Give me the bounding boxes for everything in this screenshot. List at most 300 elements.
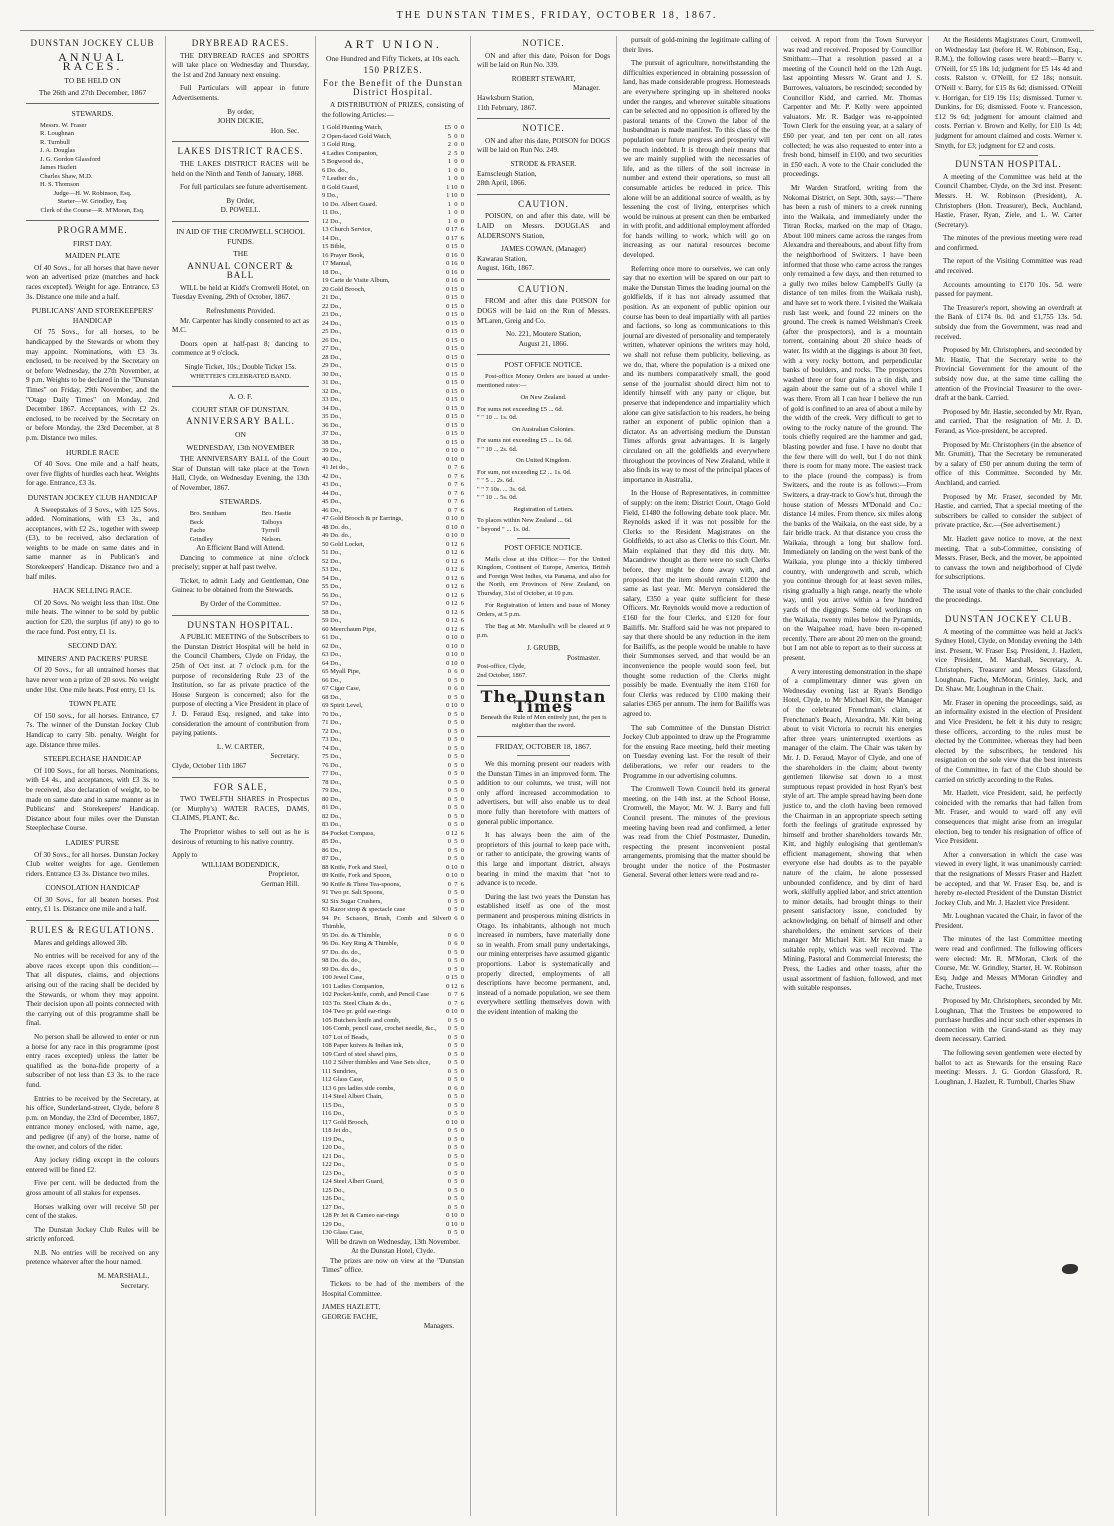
judge: Judge—H. W. Robinson, Esq. (53, 189, 132, 197)
prize-value: 5 0 0 (447, 132, 464, 140)
prize-row (322, 898, 464, 907)
prize-row (322, 439, 464, 448)
rate-heading: On New Zealand. (520, 394, 567, 402)
prize-item: 24 Do., (322, 319, 342, 327)
prize-row (322, 371, 464, 380)
prize-value: 0 6 0 (447, 1084, 464, 1092)
prize-item: 59 Do., (322, 617, 342, 625)
prize-row (322, 779, 464, 788)
second-day: SECOND DAY. (68, 641, 117, 651)
prize-value: 0 10 0 (446, 1008, 464, 1016)
prize-item: 118 Jet do., (322, 1127, 352, 1135)
signature: D. POWELL. (220, 206, 261, 215)
race-text: A Sweepstakes of 3 Sovs., with 125 Sovs. added. Nominations, with £3 3s., and acceptances, with £2 2s., together with sweep (£3), to be received, also declaration of weights to be made on same dates and in same manner as in Publican's and Storekeepers' Handicap. Distance two and a half miles. (26, 505, 159, 581)
prize-item: 55 Do., (322, 583, 342, 591)
steward-name: H. S. Thomson (40, 181, 80, 189)
prize-item: 126 Do., (322, 1195, 345, 1203)
concert-heading: ANNUAL CONCERT & BALL (187, 260, 294, 281)
caution-text: POISON, on and after this date, will be LAID on Messrs. DOUGLAS and ALDERSON'S Station, (477, 212, 610, 240)
prize-item: 12 Do., (322, 217, 342, 225)
distribution: A DISTRIBUTION of PRIZES, consisting of the following Articles:— (322, 100, 464, 119)
prize-row (322, 1042, 464, 1051)
race-text: Of 30 Sovs., for all horses. Dunstan Jockey Club welter weights for age. Gentlemen riders. Entrance £3 3s. Distance two miles. (26, 850, 159, 878)
prize-item: 18 Do., (322, 268, 342, 276)
prize-value: 0 15 0 (446, 285, 464, 293)
prize-row (322, 405, 464, 414)
prize-row (322, 1229, 464, 1238)
report-paragraph: The minutes of the previous meeting were read and confirmed. (935, 234, 1082, 252)
prize-item: 90 Knife & Three Tea-spoons, (322, 880, 401, 888)
prize-row (322, 1068, 464, 1077)
prize-value: 1 0 0 (447, 158, 464, 166)
prize-row (322, 167, 464, 176)
prize-item: 125 Do., (322, 1186, 345, 1194)
prize-item: 108 Paper knives & Indian ink, (322, 1042, 404, 1050)
signature-title: Secretary. (270, 752, 299, 761)
prize-item: 45 Do., (322, 498, 342, 506)
prize-row (322, 1093, 464, 1102)
article-paragraph: The pursuit of agriculture, notwithstanding the difficulties experienced in obtaining possession of land, has made considerable progress. Homesteads are everywhere springing up in sheltered nooks under the ranges, and wherever suitable situations can be selected and no opposition is offered by the pastoral tenants of the Crown the labor of the husbandman is made manifest. To this class of the population our future progress and prosperity will be much indebted. It is through their means that we are mainly supplied with the necessaries of life, and as the tillers of the soil increase in number and extend their operations, so must all consumable articles be reduced in price. This alone will be an additional source of wealth, as by lessening the cost of living, enterprises which would be ruinous at present can then be embarked in with profit, and additional employment afforded for hands willing to work, which will go on increasing as our natural resources become developed. (623, 59, 770, 260)
race-title: TOWN PLATE (68, 699, 117, 709)
steward-name: R. Turnbull (40, 138, 70, 146)
rate-line: " " 10 ... 1s. 0d. (477, 414, 518, 422)
band: WHETTER'S CELEBRATED BAND. (190, 372, 291, 380)
station-date: August 21, 1866. (518, 339, 569, 348)
prize-value: 0 15 0 (446, 311, 464, 319)
prize-value: 0 5 0 (447, 957, 464, 965)
prize-item: 20 Gold Brooch, (322, 285, 366, 293)
prize-value: 0 10 0 (446, 447, 464, 455)
prize-row (322, 379, 464, 388)
article-paragraph: ceived. A report from the Town Surveyor was read and received. Proposed by Councillor Smitham:—That a resolution passed at a meeting of the Council held on the 12th Augt. last appointing Messrs W. Grant and J. S. Burrowes, valuators, be rescinded; seconded by Councillor Kidd, and carried. Mr. Thomas Carpenter and Mr. P. Kelly were appointed valuators. Mr. R. Badger was re-appointed Town Clerk for the ensuing year, at a salary of £60 per year, and ten per cent on all rates collected; he was also requested to enter into a fresh bond, himself in £100, and two securities in £50 each. A vote to the Chair concluded the proceedings. (783, 36, 922, 179)
jockey-report (935, 628, 1082, 1088)
prize-value: 0 15 0 (446, 404, 464, 412)
prize-item: 9 Do., (322, 192, 339, 200)
divider (979, 610, 1038, 611)
prize-row (322, 498, 464, 507)
prize-value: 0 10 0 (446, 863, 464, 871)
steward-name: Talboys (261, 518, 283, 526)
report-paragraph: A meeting of the Committee was held at the Council Chamber, Clyde, on the 3rd inst. Present: Messrs. H. W. Robinson (President), A. Christophers (Hon. Treasurer), Beck, Auchland, Hastie, Fraser, Ryan, Ziele, and L. W. Carter (Secretary). (935, 172, 1082, 229)
dateline: Post-office, Clyde, (477, 663, 526, 671)
divider (26, 220, 159, 221)
manager-1: JAMES HAZLETT, (322, 1303, 381, 1312)
race-title: PUBLICANS' AND STOREKEEPERS' HANDICAP (31, 306, 154, 325)
prize-item: 130 Glass Case, (322, 1229, 364, 1237)
prize-value: 0 10 0 (446, 1118, 464, 1126)
divider (26, 920, 159, 921)
aid-heading: IN AID OF THE CROMWELL SCHOOL FUNDS. (176, 226, 305, 246)
prize-row (322, 388, 464, 397)
prize-item: 87 Do., (322, 855, 342, 863)
prize-row (322, 175, 464, 184)
prize-value: 0 5 0 (447, 1229, 464, 1237)
prize-row (322, 1221, 464, 1230)
prize-value: 0 5 0 (447, 795, 464, 803)
prize-row (322, 218, 464, 227)
prize-row (322, 1161, 464, 1170)
prize-value: 0 15 0 (446, 974, 464, 982)
article-paragraph: Mr Warden Stratford, writing from the Nokomai District, on Sept. 30th, says:—"There has been a rush of miners to a creek running into the Waikaia, and immediately under the Titran Rocks, marked on the map of Otago. About 100 miners came across the ranges from Alexandra and thereabouts, and about fifty from the neighborhood of Switzers. I have been informed that those who came across the ranges only remained a few days, and then returned to a gully two miles below Campbell's Gully (a distance of ten miles from the Waikaia rush), and have set to work there. I visited the Waikaia rush last week, and found 22 miners on the ground. The creek is named Welshman's Creek (after the prospectors), and is a mountain torrent, containing about 20 sluice heads of water. Its width at the diggings is about 30 feet, with a very rocky bottom, and perpendicular banks of boulders, and rocks. The prospectors washed three or four grains in a tin dish, and again about the same out of a shovel while I was there. From all I can hear I believe the run of gold is confined to an area of about a mile by the width of the creek. Very difficult to get to owing to the rocky nature of the ground. The tools chiefly required are the hammer and gad, blasting powder and fuse. I have no doubt that the few there will do well, but I do not think there is room for many more. The easiest track to the place (round the compass) is from Switzers, and the route is as follows:—From Switzers, a dray-track to Gow's hut, through the house station of Messrs M'Donald and Co.: distance 14 miles. From thence, six miles along the banks of the Waikaia, on the east side, by a fair bridle track. At that distance you cross the Waikaia, through a long but shallow ford. Immediately on landing on the west bank of the Waikaia, you plunge into a thickly timbered country, with undergrowth and scrub, which you continue through for at least seven miles, rising gradually a high range, nearly the whole way, until you arrive within a few hundred yards of the diggings. Some old workings on the Waikaia, twenty miles below the Pyramids, on the Waipahee road, have been re-opened recently. There are about 20 men on the ground; but I am not able to report as to their success at present. (783, 183, 922, 662)
rate-line: " " 7 10s. ... 3s. 6d. (477, 485, 527, 493)
ad-text: Ticket, to admit Lady and Gentleman, One Guinea: to be obtained from the Stewards. (172, 576, 309, 595)
prize-value: 0 6 0 (447, 940, 464, 948)
rate-line: " beyond " ... 1s. 0d. (477, 525, 530, 533)
prize-row (322, 1144, 464, 1153)
signature: ROBERT STEWART, (511, 74, 576, 83)
prize-item: 43 Do., (322, 481, 342, 489)
steward-name: Bro. Hastie (261, 510, 292, 518)
prize-row (322, 252, 464, 261)
prize-value: 0 5 0 (447, 1067, 464, 1075)
prize-row (322, 243, 464, 252)
prize-item: 16 Prayer Book, (322, 251, 365, 259)
rate-line: To places within New Zealand ... 6d. (477, 517, 573, 525)
report-paragraph: The following seven gentlemen were elected by ballot to act as Stewards for the ensuing Race meeting: Messrs. J. G. Gordon Glassford, R. Loughnan, J. Hazlett, R. Turnbull, Charles Shaw (935, 1049, 1082, 1086)
report-paragraph: Proposed by Mr. Christophers, seconded by Mr. Loughnan, That the Trustees be empowered to purchase hurdles and incur such other expenses in connection with the Grand-stand as they may deem necessary. Carried. (935, 997, 1082, 1044)
race-text: Of 150 sovs., for all horses. Entrance, £7 7s. The winner of the Dunstan Jockey Club Handicap to carry 5lb. penalty. Weight for age. Distance three miles. (26, 711, 159, 749)
prize-row (322, 609, 464, 618)
prize-row (322, 345, 464, 354)
prize-item: 17 Manual, (322, 260, 352, 268)
ad-text: TWO TWELFTH SHARES in Prospectus (or Murphy's) WATER RACES, DAMS, CLAIMS, PLANT, &c. (172, 795, 309, 823)
prize-item: 3 Gold Ring, (322, 141, 356, 149)
prize-row (322, 235, 464, 244)
prize-value: 0 5 0 (447, 1042, 464, 1050)
prize-item: 114 Steel Albert Chain, (322, 1093, 383, 1101)
prize-item: 74 Do., (322, 744, 342, 752)
rule-paragraph: Mares and geldings allowed 3lb. (34, 938, 128, 947)
prize-row (322, 745, 464, 754)
secretary-name: M. MARSHALL, (97, 1272, 149, 1281)
steward-name: Tyrrell (261, 527, 280, 535)
prize-row (322, 736, 464, 745)
prize-item: 31 Do., (322, 379, 342, 387)
station-date: 28th April, 1866. (477, 179, 527, 188)
prize-value: 0 12 6 (446, 982, 464, 990)
prize-row (322, 643, 464, 652)
ad-text: THE ANNIVERSARY BALL of the Court Star of Dunstan will take place at the Town Hall, Clyde, on Wednesday Evening, the 13th of November, 1867. (172, 455, 309, 492)
held-on: TO BE HELD ON (64, 75, 121, 85)
prize-value: 0 5 0 (447, 753, 464, 761)
ink-blot (1062, 1264, 1078, 1274)
race-text: Of 40 Sovs., for all horses that have never won an advertised prize (matches and hack races excepted). Weight for age. Entrance, £3 3s. Distance one mile and a half. (26, 263, 159, 301)
steward-name: J. G. Gordon Glassford (40, 155, 101, 163)
prize-row (322, 524, 464, 533)
prize-item: 113 6 prs ladies side combs, (322, 1084, 396, 1092)
editorial (477, 760, 610, 1017)
prize-item: 21 Do., (322, 294, 342, 302)
prize-item: 124 Steel Albert Guard, (322, 1178, 384, 1186)
prize-item: 75 Do., (322, 753, 342, 761)
prize-row (322, 1034, 464, 1043)
prize-row (322, 1136, 464, 1145)
prize-value: 0 5 0 (447, 727, 464, 735)
report-paragraph: The report of the Visiting Committee was read and received. (935, 257, 1082, 276)
prize-item: 34 Do., (322, 404, 342, 412)
column-6 (776, 36, 928, 1516)
prize-row (322, 1212, 464, 1221)
prize-item: 94 Pr. Scissors, Brush, Comb and Silver Thimble, (322, 914, 448, 931)
prize-value: 0 12 6 (446, 574, 464, 582)
rate-line: " " 5 ... 2s. 6d. (477, 477, 515, 485)
report-paragraph: Proposed by Mr. Christophers, and seconded by Mr. Hastie, That the Secretary write to the Provincial Government for the amount of the subsidy now due, at the same time calling the attention of the Provincial Treasurer to the over-draft at the bank. Carried. (935, 346, 1082, 403)
prize-value: 0 15 0 (446, 421, 464, 429)
prize-value: 0 10 0 (446, 455, 464, 463)
prize-item: 26 Do., (322, 336, 342, 344)
prize-row (322, 515, 464, 524)
prize-item: 85 Do., (322, 838, 342, 846)
prize-row (322, 583, 464, 592)
drybread-heading: DRYBREAD RACES. (191, 38, 290, 48)
prize-row (322, 337, 464, 346)
prize-value: 0 10 0 (446, 532, 464, 540)
prize-value: 0 15 0 (446, 413, 464, 421)
prize-item: 52 Do., (322, 557, 342, 565)
rate-line: For sums not exceeding £5 ... 6d. (477, 405, 564, 413)
prize-value: 0 7 6 (447, 464, 464, 472)
prize-value: 0 6 0 (447, 931, 464, 939)
ad-text: THE DRYBREAD RACES and SPORTS will take place on Wednesday and Thursday, the 1st and 2nd January next ensuing. (172, 51, 309, 79)
jockey-heading: DUNSTAN JOCKEY CLUB. (944, 614, 1073, 625)
prize-value: 0 5 0 (447, 804, 464, 812)
prize-item: 38 Do., (322, 438, 342, 446)
prize-value: 0 5 0 (447, 787, 464, 795)
prize-row (322, 991, 464, 1000)
prize-value: 0 15 0 (446, 379, 464, 387)
rate-line: " " 10 ... 2s. 6d. (477, 445, 518, 453)
report-paragraph: Mr. Loughnan vacated the Chair, in favor of the President. (935, 912, 1082, 930)
prize-value: 0 5 0 (447, 676, 464, 684)
station: Earnscleugh Station, (477, 169, 537, 178)
signature: WILLIAM BODENDICK, (201, 860, 280, 869)
race-text: Of 20 Sovs., for all untrained horses that have never won a prize of 20 sovs. No weight under 10st. One mile heats. Post entry, £1 1s. (26, 666, 159, 694)
prize-value: 0 12 6 (446, 600, 464, 608)
prize-row (322, 150, 464, 159)
prize-item: 70 Do., (322, 710, 342, 718)
prize-value: 0 15 0 (446, 243, 464, 251)
clerk: Clerk of the Course—R. M'Moran, Esq. (40, 206, 145, 214)
prize-row (322, 804, 464, 813)
court-star: COURT STAR OF DUNSTAN. (192, 404, 289, 414)
divider (172, 141, 309, 142)
prize-item: 53 Do., (322, 566, 342, 574)
prize-value: 0 6 0 (447, 668, 464, 676)
prize-row (322, 294, 464, 303)
prize-item: 77 Do., (322, 770, 342, 778)
prize-item: 120 Do., (322, 1144, 345, 1152)
prize-item: 66 Do., (322, 676, 342, 684)
race-title: STEEPLECHASE HANDICAP (43, 754, 142, 764)
prize-row (322, 966, 464, 975)
prize-value: 0 15 0 (446, 387, 464, 395)
prize-value: 0 5 0 (447, 965, 464, 973)
prize-row (322, 719, 464, 728)
prize-row (322, 685, 464, 694)
prize-item: 14 Do., (322, 234, 342, 242)
prize-value: 0 5 0 (447, 897, 464, 905)
prize-row (322, 617, 464, 626)
race-title: HACK SELLING RACE. (52, 586, 133, 596)
tickets: One Hundred and Fifty Tickets, at 10s each. (326, 53, 460, 63)
divider (517, 538, 570, 539)
by-order: By Order of the Committee. (200, 600, 281, 609)
prize-row (322, 430, 464, 439)
steward-name: Messrs. W. Fraser (40, 121, 87, 129)
article-paragraph: In the House of Representatives, in committee of supply: on the item: District Court, Otago Gold Field, £1480 the following debate took place. Mr. Reynolds asked if it was not possible for the Clerks to the Resident Magistrates on the Goldfields, to act also as Clerks to this Court. Mr. Main explained that they did this duty. Mr. Macandrew thought as there were no such Clerks before, they might be done away with, and proposed that the item should remain £1200 the same as last year. Mr. Mervyn considered the salary, £350 a year quite sufficient for these Officers. Mr. Reynolds would move a reduction of £160 for the four Clerks, and £120 for four Bailiffs. Mr. Stafford said he was not prepared to say that there should be any reduction in the item for Bailiffs, as the people would be unable to have their Summonses served, and that would be an inconvenience the people would soon feel, but thought some reduction of the Clerks might possibly be made. Eventually the item £160 for four Clerks was reduced by £100 making their salaries £365 per annum. The item for Bailiffs was agreed to. (623, 489, 770, 718)
prize-item: 86 Do., (322, 846, 342, 854)
rule-paragraph: Horses walking over will receive 50 per cent of the stakes. (26, 1202, 159, 1221)
prize-value: 0 5 0 (447, 821, 464, 829)
prize-value: 0 15 0 (446, 319, 464, 327)
divider (172, 615, 309, 616)
prize-item: 39 Do., (322, 447, 342, 455)
prize-item: 46 Do., (322, 506, 342, 514)
band-note: An Efficient Band will Attend. (196, 544, 285, 553)
prize-value: 0 5 0 (447, 1169, 464, 1177)
prize-row (322, 541, 464, 550)
prize-row (322, 702, 464, 711)
prize-row (322, 558, 464, 567)
prize-value: 0 5 0 (447, 838, 464, 846)
prize-row (322, 1025, 464, 1034)
race-text: Of 20 Sovs. No weight less than 10st. One mile heats. The winner to be sold by public auction for £20, the surplus (if any) to go to the race fund. Post entry, £1 1s. (26, 598, 159, 636)
prize-value: 0 7 6 (447, 991, 464, 999)
prize-value: 0 5 0 (447, 1033, 464, 1041)
divider (477, 354, 610, 355)
prize-item: 76 Do., (322, 761, 342, 769)
article-paragraph: Referring once more to ourselves, we can only say that no exertion will be spared on our part to make the Dunstan Times the leading journal on the goldfields, if it has not already assumed that position. As an exponent of public opinion our course has been to deal impartially with all parties and factions, so long as communications to this journal are divested of personality and temperately written, whatever opinions the writers may hold, we shall not refuse them publicity, believing, as we do, that, where the population is a mixed one and its numbers comparatively small, the good sense of the journalist should direct him not to identify himself with any party or clique, but preserve that independence and impartiality which alone can give satisfaction to his readers, he being rather an exponent of public opinion than a dictator. As an advertising medium the Dunstan Times affords great advantages. It is largely circulated on all the goldfields and everywhere throughout the provinces of New Zealand, while it also finds its way to most of the principal places of importance in Australia. (623, 264, 770, 484)
rates (477, 437, 610, 454)
prize-row (322, 838, 464, 847)
report-paragraph: Mr. Hazlett, vice President, said, he perfectly coincided with the remarks that had fallen from Mr. Fraser, and would to ward off any evil consequences that might arise from an irregular election, beg to tender his resignation of office of Vice President. (935, 789, 1082, 846)
prize-item: 83 Do., (322, 821, 342, 829)
masthead: THE DUNSTAN TIMES, FRIDAY, OCTOBER 18, 1867. (396, 10, 718, 21)
prize-row (322, 141, 464, 150)
prize-item: 44 Do., (322, 489, 342, 497)
aof: A. O. F. (228, 392, 253, 402)
prize-value: 0 10 0 (446, 702, 464, 710)
prize-item: 107 Lot of Beads, (322, 1033, 369, 1041)
race-text: Of 40 Sovs. One mile and a half heats, over five flights of hurdles each heat. Weights for age. Entrance, £3 3s. (26, 460, 159, 488)
prize-value: 0 5 0 (447, 1016, 464, 1024)
prize-item: 116 Do., (322, 1110, 345, 1118)
prize-item: 72 Do., (322, 727, 342, 735)
drawn: Will be drawn on Wednesday, 13th November. (326, 1237, 460, 1246)
prize-value: 1 0 0 (447, 209, 464, 217)
prize-value: 0 10 0 (446, 651, 464, 659)
rule-paragraph: Entries to be received by the Secretary, at his office, Sunderland-street, Clyde, before 8 p.m. on Monday, the 23rd of December, 1867, entrance money enclosed, with name, age, and pedigree (if any) of the horse, name of the owner, and colors of the rider. (26, 1094, 159, 1151)
prize-item: 100 Jewel Case, (322, 974, 365, 982)
prize-row (322, 1059, 464, 1068)
prize-row (322, 464, 464, 473)
prize-row (322, 787, 464, 796)
prize-item: 79 Do., (322, 787, 342, 795)
report-paragraph: Accounts amounting to £170 10s. 5d. were passed for payment. (935, 280, 1082, 299)
post-office-text: Post-office Money Orders are issued at under-mentioned rates:— (477, 373, 610, 389)
ad-text: THE LAKES DISTRICT RACES will be held on the Ninth and Tenth of January, 1868. (172, 159, 309, 178)
rate-line: " " 10 ... 5s. 0d. (477, 494, 518, 502)
prize-row (322, 711, 464, 720)
prize-item: 95 Do. do. & Thimble, (322, 931, 382, 939)
prize-item: 6 Do. do., (322, 166, 348, 174)
dateline: 2nd October, 1867. (477, 671, 527, 679)
prize-value: 0 16 0 (446, 277, 464, 285)
prize-item: 25 Do., (322, 328, 342, 336)
prize-item: 91 Two pr. Salt Spoons, (322, 889, 384, 897)
prize-item: 103 To. Steel Chain & do., (322, 999, 392, 1007)
prize-row (322, 209, 464, 218)
prize-value: 0 5 0 (447, 1135, 464, 1143)
report-paragraph: Proposed by Mr. Christophers (in the absence of Mr. Grumitt), That the Secretary be remunerated by a salary of £50 per annum during the term of office of this Committee. Seconded by Mr. Auchland, and carried. (935, 440, 1082, 487)
prize-list (322, 124, 464, 1238)
prize-value: 0 15 0 (446, 345, 464, 353)
prize-value: 1 10 0 (446, 183, 464, 191)
prize-row (322, 796, 464, 805)
signature: STRODE & FRASER. (510, 159, 577, 168)
notice-text: ON and after this date, Poison for Dogs will be laid on Run No. 339. (477, 51, 610, 70)
prize-item: 30 Do., (322, 370, 342, 378)
apply: Apply to (172, 851, 198, 860)
prize-value: 0 5 0 (447, 710, 464, 718)
prize-value: 0 5 0 (447, 1178, 464, 1186)
prize-row (322, 1008, 464, 1017)
prize-value: 1 0 0 (447, 175, 464, 183)
rules-heading: RULES & REGULATIONS. (30, 925, 155, 936)
prize-value: 0 5 0 (447, 1025, 464, 1033)
prize-row (322, 566, 464, 575)
prize-value: 0 5 0 (447, 1110, 464, 1118)
prize-row (322, 473, 464, 482)
prize-value: 0 10 0 (446, 634, 464, 642)
prize-row (322, 1085, 464, 1094)
prize-row (322, 532, 464, 541)
prize-item: 48 Do. do., (322, 523, 352, 531)
race-text: Of 100 Sovs., for all horses. Nominations, with £4 4s., and acceptances, with £3 3s. to be received, also declaration of weight, to be made on same date and in same manner as in Publicans' and Storekeepers' Handicap. Distance about four miles over the Dunstan Steeplechase Course. (26, 766, 159, 833)
benefit: For the Benefit of the Dunstan District Hospital. (323, 77, 463, 98)
manager-2: GEORGE FACHE, (322, 1312, 378, 1321)
prize-row (322, 277, 464, 286)
prize-item: 109 Card of steel shawl pins, (322, 1050, 398, 1058)
prize-value: 0 7 6 (447, 472, 464, 480)
prize-item: 61 Do., (322, 634, 342, 642)
column-3 (315, 36, 470, 1516)
prize-row (322, 668, 464, 677)
prize-row (322, 932, 464, 941)
prize-item: 1 Gold Hunting Watch, (322, 124, 383, 132)
signature: J. GRUBB, (527, 644, 560, 653)
prize-value: 0 5 0 (447, 778, 464, 786)
rate-heading: On United Kingdom. (515, 457, 572, 465)
caution-text: FROM and after this date POISON for DOGS will be laid on the Run of Messrs. M'Laren, Greig and Co. (477, 297, 610, 325)
prize-value: 0 5 0 (447, 693, 464, 701)
prize-value: 0 5 0 (447, 1186, 464, 1194)
rate-line: For sum, not exceeding £2 ... 1s. 0d. (477, 468, 572, 476)
prize-item: 28 Do., (322, 353, 342, 361)
prize-value: 0 5 0 (447, 1195, 464, 1203)
prize-item: 78 Do., (322, 778, 342, 786)
report-paragraph: The Treasurer's report, showing an overdraft at the Bank of £174 0s. 0d. and £1,755 13s. 5d. subsidy due from the Government, was read and received. (935, 303, 1082, 341)
prize-item: 42 Do., (322, 472, 342, 480)
prize-value: 0 7 6 (447, 498, 464, 506)
prize-item: 32 Do., (322, 387, 342, 395)
prize-row (322, 192, 464, 201)
prize-item: 19 Carte de Visite Album, (322, 277, 390, 285)
ad-text: Dancing to commence at nine o'clock precisely; supper at half past twelve. (172, 553, 309, 572)
prize-item: 128 Pr Jet & Cameo ear-rings (322, 1212, 400, 1220)
prize-value: 0 12 6 (446, 591, 464, 599)
prize-value: 0 5 0 (447, 1203, 464, 1211)
